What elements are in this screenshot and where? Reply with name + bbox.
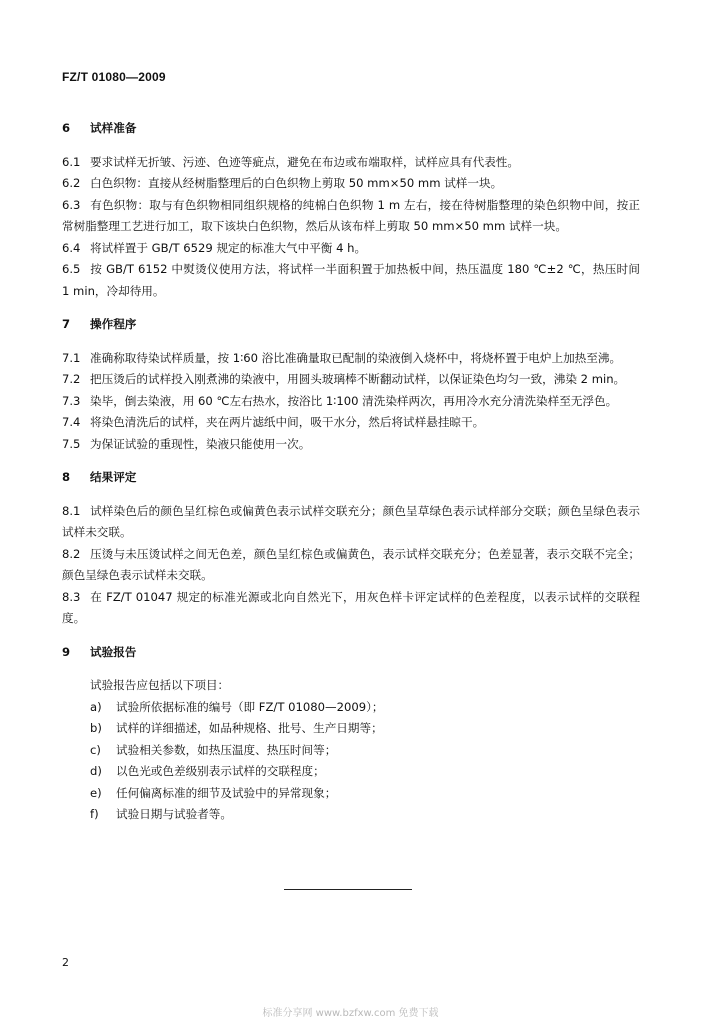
section-number: 9 <box>62 644 71 659</box>
clause <box>62 348 640 370</box>
clause-number: 7.4 <box>62 415 81 429</box>
clause-number: 6.4 <box>62 240 81 255</box>
section-number: 6 <box>62 121 71 135</box>
report-intro: 试验报告应包括以下项目： <box>90 678 230 692</box>
list-item <box>90 718 640 740</box>
clause <box>62 173 640 195</box>
section-7 <box>62 314 640 455</box>
clause <box>62 238 640 260</box>
end-rule <box>284 889 412 890</box>
clause <box>62 587 640 630</box>
clause-text: 染毕，倒去染液，用 60 ℃左右热水，按浴比 1∶100 清洗染样两次，再用冷水充分清洗染样至无浮色。 <box>90 393 618 408</box>
clause-number: 8.2 <box>62 546 81 561</box>
clause-text: 在 FZ/T 01047 规定的标准光源或北向自然光下，用灰色样卡评定试样的色差程度，以表示试样的交联程度。 <box>62 589 640 625</box>
clause-text: 为保证试验的重现性，染液只能使用一次。 <box>90 436 311 451</box>
clause-number: 8.3 <box>62 589 81 604</box>
clause <box>62 501 640 544</box>
clause-text: 按 GB/T 6152 中熨烫仪使用方法，将试样一半面积置于加热板中间，热压温度 180 ℃±2 ℃，热压时间 1 min，冷却待用。 <box>62 262 640 298</box>
list-marker: d) <box>90 764 102 778</box>
clause-text: 要求试样无折皱、污迹、色迹等疵点，避免在布边或布端取样，试样应具有代表性。 <box>90 154 519 169</box>
clause-text: 白色织物：直接从经树脂整理后的白色织物上剪取 50 mm×50 mm 试样一块。 <box>90 176 503 190</box>
clause-number: 8.1 <box>62 503 81 518</box>
clause-number: 7.5 <box>62 436 81 451</box>
clause-number: 6.3 <box>62 197 81 212</box>
watermark: 标准分享网 www.bzfxw.com 免费下载 <box>262 1008 439 1019</box>
report-items-list <box>62 675 640 826</box>
list-marker: a) <box>90 699 102 714</box>
section-heading <box>62 467 640 489</box>
clause-number: 6.1 <box>62 154 81 169</box>
section-heading <box>62 642 640 664</box>
list-item-text: 试验日期与试验者等。 <box>116 807 232 821</box>
list-item <box>90 740 640 762</box>
clause-number: 6.2 <box>62 176 81 190</box>
list-item <box>90 804 640 826</box>
list-item-text: 以色光或色差级别表示试样的交联程度； <box>116 764 325 778</box>
list-item <box>90 697 640 719</box>
page-number: 2 <box>62 956 69 969</box>
standard-code-header: FZ/T 01080—2009 <box>62 70 166 84</box>
section-number: 7 <box>62 317 71 331</box>
clause-text: 有色织物：取与有色织物相同组织规格的纯棉白色织物 1 m 左右，接在待树脂整理的染色织物中间，按正常树脂整理工艺进行加工，取下该块白色织物，然后从该布样上剪取 50 mm×50 mm 试样一块。 <box>62 197 640 233</box>
clause-text: 把压烫后的试样投入刚煮沸的染液中，用圆头玻璃棒不断翻动试样，以保证染色均匀一致，沸染 2 min。 <box>90 372 626 386</box>
clause <box>62 259 640 302</box>
clause <box>62 434 640 456</box>
section-heading <box>62 314 640 336</box>
document-body <box>62 118 640 826</box>
list-marker: c) <box>90 742 101 757</box>
clause-text: 将染色清洗后的试样，夹在两片滤纸中间，吸干水分，然后将试样悬挂晾干。 <box>90 415 485 429</box>
list-marker: e) <box>90 785 102 800</box>
clause-text: 试样染色后的颜色呈红棕色或偏黄色表示试样交联充分；颜色呈草绿色表示试样部分交联；颜色呈绿色表示试样未交联。 <box>62 503 640 539</box>
clause <box>62 412 640 434</box>
list-marker: f) <box>90 807 99 821</box>
clause <box>62 152 640 174</box>
section-number: 8 <box>62 470 71 484</box>
list-item-text: 试样的详细描述，如品种规格、批号、生产日期等； <box>116 721 383 735</box>
clause <box>62 195 640 238</box>
list-item-text: 试验所依据标准的编号（即 FZ/T 01080—2009）； <box>116 699 384 714</box>
section-9 <box>62 642 640 826</box>
clause-text: 将试样置于 GB/T 6529 规定的标准大气中平衡 4 h。 <box>90 240 367 255</box>
clause-number: 6.5 <box>62 262 81 276</box>
section-title: 试验报告 <box>90 644 137 659</box>
list-item <box>90 783 640 805</box>
clause-number: 7.2 <box>62 372 81 386</box>
clause <box>62 544 640 587</box>
list-item <box>90 761 640 783</box>
clause-number: 7.1 <box>62 350 81 365</box>
clause <box>62 391 640 413</box>
clause <box>62 369 640 391</box>
clause-number: 7.3 <box>62 393 81 408</box>
list-item-text: 试验相关参数，如热压温度、热压时间等； <box>116 742 337 757</box>
list-marker: b) <box>90 721 102 735</box>
clause-text: 准确称取待染试样质量，按 1∶60 浴比准确量取已配制的染液倒入烧杯中，将烧杯置于电炉上加热至沸。 <box>90 350 622 365</box>
section-heading <box>62 118 640 140</box>
section-title: 操作程序 <box>90 317 137 331</box>
section-title: 结果评定 <box>90 470 137 484</box>
list-item-text: 任何偏离标准的细节及试验中的异常现象； <box>116 785 337 800</box>
section-6 <box>62 118 640 302</box>
clause-text: 压烫与未压烫试样之间无色差，颜色呈红棕色或偏黄色，表示试样交联充分；色差显著，表示交联不完全；颜色呈绿色表示试样未交联。 <box>62 546 640 582</box>
section-title: 试样准备 <box>90 121 137 135</box>
section-8 <box>62 467 640 630</box>
